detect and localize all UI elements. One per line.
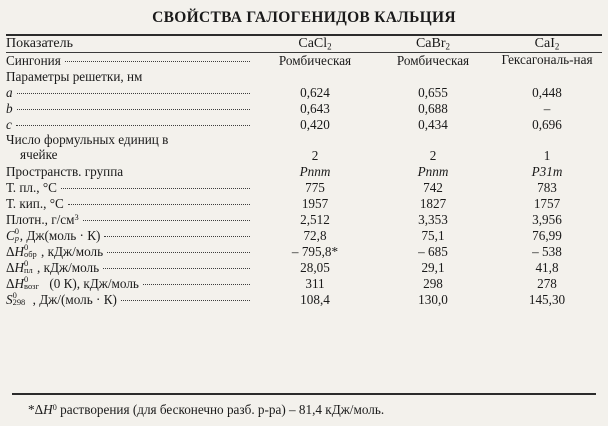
enthalpy-melting-symbol: H [14, 259, 25, 275]
cell-melting-cabr2: 742 [423, 179, 443, 195]
row-label-boiling-point [6, 196, 256, 212]
leader-dots [68, 204, 250, 205]
table-row [6, 228, 602, 244]
heat-capacity-units: , Дж(моль · К) [19, 227, 101, 243]
leader-dots [65, 61, 250, 62]
heat-capacity-symbol: C [6, 227, 15, 243]
table-row [6, 53, 602, 69]
cell-empty [492, 69, 602, 85]
cell-enthalpy-melting-cacl2: 28,05 [300, 259, 330, 275]
cell-density-cabr2: 3,353 [418, 211, 448, 227]
row-label-density-exponent: 3 [74, 211, 79, 222]
cell-boiling-cabr2: 1827 [419, 195, 447, 211]
enthalpy-melting-delta: Δ [6, 259, 15, 275]
table-row [6, 212, 602, 228]
enthalpy-formation-symbol: H [14, 243, 25, 259]
cell-b-cacl2: 0,643 [300, 101, 330, 116]
row-label-c [6, 117, 256, 133]
cell-formula-units-cabr2 [374, 133, 492, 164]
row-label-formula-units-line2: ячейке [20, 146, 58, 162]
cell-a-cacl2: 0,624 [300, 85, 330, 100]
row-label-enthalpy-melting-text: ΔH 0 пл , кДж/моль [6, 257, 100, 276]
row-label-melting-point-text: Т. пл., °C [6, 179, 57, 195]
cell-melting-cacl2: 775 [305, 179, 325, 195]
table-row [6, 244, 602, 260]
header-cacl2 [256, 36, 374, 52]
leader-dots [16, 125, 250, 126]
enthalpy-formation-units: , кДж/моль [41, 243, 104, 259]
enthalpy-melting-units: , кДж/моль [37, 259, 100, 275]
cell-space-group-cai2: P31m [531, 163, 563, 179]
cell-empty [374, 69, 492, 85]
cell-formula-units-cacl2 [256, 133, 374, 164]
table-row [6, 117, 602, 133]
leader-dots [61, 188, 250, 189]
footnote-superscript: 0 [52, 401, 57, 412]
table-row [6, 276, 602, 292]
row-label-b [6, 101, 256, 117]
header-cabr2-formula: CaBr [415, 36, 446, 51]
table-row [6, 101, 602, 117]
cell-formula-units-cai2-value: 1 [543, 147, 551, 163]
row-label-syngony-text: Сингония [6, 53, 61, 68]
row-label-entropy [6, 289, 256, 308]
footnote-marker: * [28, 402, 35, 417]
cell-syngony-cai2: Гексагональ-ная [501, 52, 593, 67]
row-label-entropy-text: S 0 298 , Дж/(моль · К) [6, 289, 117, 308]
entropy-symbol: S [6, 291, 13, 307]
row-label-enthalpy-sublimation-text: ΔH 0 возг (0 К), кДж/моль [6, 273, 139, 292]
cell-enthalpy-sublimation-cacl2: 311 [305, 275, 325, 291]
row-label-a [6, 85, 256, 101]
cell-heat-capacity-cacl2: 72,8 [303, 227, 327, 243]
properties-table [6, 36, 602, 52]
cell-density-cacl2: 2,512 [300, 211, 330, 227]
enthalpy-sublimation-delta: Δ [6, 275, 15, 291]
row-label-c-text: c [6, 117, 12, 132]
row-label-heat-capacity [6, 225, 256, 244]
header-cabr2 [374, 36, 492, 52]
cell-heat-capacity-cabr2: 75,1 [421, 227, 445, 243]
row-label-enthalpy-melting [6, 257, 256, 276]
cell-space-group-cacl2: Pnnm [299, 163, 331, 179]
page-title: СВОЙСТВА ГАЛОГЕНИДОВ КАЛЬЦИЯ [152, 9, 456, 26]
leader-dots [17, 93, 250, 94]
row-label-melting-point [6, 180, 256, 196]
row-label-a-text: a [6, 85, 13, 100]
leader-dots [104, 236, 250, 237]
cell-space-group-cabr2: Pnnm [417, 163, 449, 179]
cell-boiling-cacl2: 1957 [301, 195, 329, 211]
leader-dots [107, 252, 250, 253]
cell-formula-units-cabr2-value: 2 [429, 147, 437, 163]
cell-syngony-cacl2: Ромбическая [278, 53, 352, 68]
cell-c-cacl2: 0,420 [300, 117, 330, 132]
cell-formula-units-cai2 [492, 133, 602, 164]
cell-syngony-cabr2: Ромбическая [396, 53, 470, 68]
row-label-b-text: b [6, 101, 13, 116]
cell-heat-capacity-cai2: 76,99 [532, 227, 562, 243]
header-label: Показатель [6, 36, 73, 51]
cell-melting-cai2: 783 [537, 179, 557, 195]
header-cabr2-subscript: 2 [445, 41, 451, 52]
leader-dots [17, 109, 250, 110]
table-row [6, 69, 602, 85]
cell-formula-units-cacl2-value: 2 [311, 147, 319, 163]
footnote-text [6, 395, 602, 418]
cell-a-cai2: 0,448 [532, 85, 562, 100]
row-label-syngony [6, 53, 256, 69]
table-row [6, 133, 602, 164]
cell-enthalpy-melting-cai2: 41,8 [535, 259, 559, 275]
enthalpy-formation-delta: Δ [6, 243, 15, 259]
cell-enthalpy-sublimation-cai2: 278 [537, 275, 557, 291]
header-cacl2-formula: CaCl [298, 36, 328, 51]
header-cai2-subscript: 2 [554, 41, 560, 52]
entropy-units: , Дж/(моль · К) [32, 291, 117, 307]
row-label-heat-capacity-text: C 0 p , Дж(моль · К) [6, 225, 101, 244]
footnote-symbol: H [43, 402, 53, 417]
cell-empty [256, 69, 374, 85]
row-label-lattice-params: Параметры решетки, нм [6, 69, 143, 84]
properties-table-body [6, 53, 602, 308]
cell-enthalpy-formation-cabr2: – 685 [418, 243, 448, 259]
cell-density-cai2: 3,956 [532, 211, 562, 227]
cell-entropy-cabr2: 130,0 [418, 291, 448, 307]
header-cai2 [492, 36, 602, 52]
table-row [6, 260, 602, 276]
cell-entropy-cai2: 145,30 [528, 291, 566, 307]
cell-enthalpy-formation-cai2: – 538 [532, 243, 562, 259]
cell-enthalpy-sublimation-cabr2: 298 [423, 275, 443, 291]
table-row [6, 196, 602, 212]
table-header-row [6, 36, 602, 52]
leader-dots [83, 220, 250, 221]
leader-dots [121, 300, 250, 301]
footnote-delta: Δ [34, 402, 44, 417]
row-label-density-main: Плотн., г/см [6, 211, 75, 227]
cell-a-cabr2: 0,655 [418, 85, 448, 100]
header-cacl2-subscript: 2 [327, 41, 332, 52]
cell-b-cai2: – [543, 101, 551, 116]
table-row [6, 180, 602, 196]
row-label-density [6, 212, 256, 228]
footnote-section [0, 393, 608, 418]
row-label-formula-units-line1: Число формульных единиц в [6, 132, 169, 147]
table-row [6, 164, 602, 180]
enthalpy-sublimation-units: (0 К), кДж/моль [46, 275, 139, 291]
table-row [6, 85, 602, 101]
cell-enthalpy-formation-cacl2: – 795,8* [291, 243, 339, 259]
row-label-enthalpy-sublimation [6, 273, 256, 292]
row-label-boiling-point-text: Т. кип., °C [6, 195, 64, 211]
cell-c-cai2: 0,696 [532, 117, 562, 132]
row-label-enthalpy-formation-text: ΔH 0 обр , кДж/моль [6, 241, 104, 260]
cell-enthalpy-melting-cabr2: 29,1 [421, 259, 445, 275]
cell-c-cabr2: 0,434 [418, 117, 448, 132]
row-label-enthalpy-formation [6, 241, 256, 260]
cell-entropy-cacl2: 108,4 [300, 291, 330, 307]
row-label-space-group: Пространств. группа [6, 163, 124, 179]
row-label-formula-units [6, 133, 256, 164]
leader-dots [143, 284, 250, 285]
cell-boiling-cai2: 1757 [533, 195, 561, 211]
leader-dots [103, 268, 250, 269]
footnote-body: растворения (для бесконечно разб. р-ра) – 81,4 кДж/моль. [56, 402, 385, 417]
enthalpy-sublimation-symbol: H [14, 275, 25, 291]
table-row [6, 292, 602, 308]
header-cai2-formula: CaI [534, 36, 555, 51]
cell-b-cabr2: 0,688 [418, 101, 448, 116]
